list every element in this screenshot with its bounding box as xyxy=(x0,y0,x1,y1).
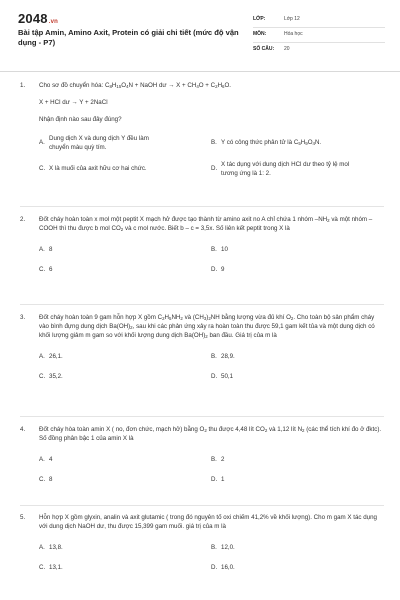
option-letter: A. xyxy=(39,455,45,463)
divider xyxy=(20,505,384,506)
option-letter: A. xyxy=(39,543,45,551)
option-a[interactable] xyxy=(39,246,209,255)
option-letter: A. xyxy=(39,138,45,146)
option-a[interactable] xyxy=(39,353,209,362)
page-header xyxy=(0,0,400,72)
option-text: 13,1. xyxy=(49,563,63,571)
option-letter: B. xyxy=(211,543,217,551)
option-text: 4 xyxy=(49,455,53,463)
option-text: 1 xyxy=(221,475,225,483)
option-text: 13,8. xyxy=(49,543,63,551)
option-letter: D. xyxy=(211,563,218,571)
option-letter: B. xyxy=(211,352,217,360)
options xyxy=(20,544,384,584)
option-letter: D. xyxy=(211,164,218,172)
option-c[interactable] xyxy=(39,165,209,174)
option-d[interactable] xyxy=(211,161,381,179)
option-b[interactable] xyxy=(211,456,381,465)
option-text: X là muối của axit hữu cơ hai chức. xyxy=(49,164,147,172)
option-a[interactable] xyxy=(39,456,209,465)
site-logo[interactable] xyxy=(18,10,58,29)
question-number: 1. xyxy=(20,82,26,89)
option-a[interactable] xyxy=(39,544,209,553)
options xyxy=(20,135,384,185)
question-stem xyxy=(20,426,384,444)
logo-text: 2048 xyxy=(18,11,48,26)
logo-suffix: .vn xyxy=(48,19,59,25)
question-number: 2. xyxy=(20,216,26,223)
option-a[interactable] xyxy=(39,135,209,153)
meta-value: 20 xyxy=(284,46,290,52)
option-text: 9 xyxy=(221,265,225,273)
document-title: Bài tập Amin, Amino Axit, Protein có giải chi tiết (mức độ vận dụng - P7) xyxy=(18,28,239,48)
meta-value: Hóa học xyxy=(284,31,303,37)
question-number: 4. xyxy=(20,426,26,433)
option-letter: D. xyxy=(211,475,218,483)
meta-value: Lớp 12 xyxy=(284,16,300,22)
option-b[interactable] xyxy=(211,353,381,362)
option-c[interactable] xyxy=(39,266,209,275)
option-letter: D. xyxy=(211,265,218,273)
option-b[interactable] xyxy=(211,544,381,553)
option-text: 35,2. xyxy=(49,372,63,380)
option-d[interactable] xyxy=(211,564,381,573)
option-d[interactable] xyxy=(211,373,381,382)
option-letter: C. xyxy=(39,372,46,380)
option-row xyxy=(39,544,384,564)
option-text: 8 xyxy=(49,245,53,253)
question-reaction: X + HCl dư → Y + 2NaCl xyxy=(39,98,108,106)
question-number: 3. xyxy=(20,314,26,321)
question-text: Đốt cháy hoàn toàn 9 gam hỗn hợp X gồm $C_2H_5NH_2$ và $(CH_3)_2NH$ bằng lượng vừa đủ khí $O_2$. Cho toàn bộ sản phẩm cháy vào bình đựng dung dịch $Ba(OH)_2$, sau khi các phản ứng xảy ra hoàn toàn thu được 59,1 gam kết tủa và một dung dịch có khối lượng giảm m gam so với khối lượng dung dịch $Ba(OH)_2$ ban đầu. Giá trị của m là xyxy=(39,314,375,339)
option-letter: C. xyxy=(39,164,46,172)
meta-label: MÔN: xyxy=(253,31,267,37)
option-text: 28,9. xyxy=(221,352,235,360)
option-letter: B. xyxy=(211,455,217,463)
option-b[interactable] xyxy=(211,139,381,148)
option-row xyxy=(39,456,384,476)
question-stem xyxy=(20,216,384,234)
meta-label: LỚP: xyxy=(253,16,266,22)
option-row xyxy=(39,353,384,373)
question-3 xyxy=(20,314,384,393)
options xyxy=(20,353,384,393)
option-text: Y có công thức phân tử là $C_5H_9O_4N$. xyxy=(221,138,322,146)
question-5 xyxy=(20,514,384,584)
option-text: Dung dịch X và dung dịch Y đều làm chuyển màu quỳ tím. xyxy=(49,134,149,151)
question-stem xyxy=(20,514,384,532)
option-letter: A. xyxy=(39,352,45,360)
question-number: 5. xyxy=(20,514,26,521)
option-c[interactable] xyxy=(39,373,209,382)
meta-row-class xyxy=(253,13,385,28)
options xyxy=(20,456,384,496)
divider xyxy=(20,304,384,305)
divider xyxy=(20,206,384,207)
question-4 xyxy=(20,426,384,496)
option-row xyxy=(39,476,384,496)
option-c[interactable] xyxy=(39,564,209,573)
option-text: X tác dụng với dung dịch HCl dư theo tỷ lệ mol tương ứng là 1: 2. xyxy=(221,160,350,177)
option-letter: B. xyxy=(211,245,217,253)
option-text: 16,0. xyxy=(221,563,235,571)
question-1 xyxy=(20,82,384,185)
option-text: 10 xyxy=(221,245,228,253)
meta-row-subject xyxy=(253,28,385,43)
option-text: 8 xyxy=(49,475,53,483)
question-text: Hỗn hợp X gồm glyxin, analin và axit glutamic ( trong đó nguyên tố oxi chiếm 41,2% về khối lượng). Cho m gam X tác dụng với dung dịch NaOH dư, thu được 15,399 gam muối. giá trị của m là xyxy=(39,514,377,530)
question-text: Cho sơ đồ chuyển hóa: $C_8H_{15}O_4N$ + NaOH dư → $X + CH_4O + C_2H_6O$. xyxy=(39,82,232,89)
option-row xyxy=(39,266,384,286)
question-text: Đốt cháy hòa toàn amin X ( no, đơn chức, mạch hở) bằng $O_2$ thu được 4,48 lít $CO_2$ và 1,12 lít $N_2$ (các thể tích khí đo ở đktc). Số đồng phân bậc 1 của amin X là xyxy=(39,426,382,442)
meta-row-count xyxy=(253,43,385,58)
divider xyxy=(20,416,384,417)
option-letter: B. xyxy=(211,138,217,146)
option-row xyxy=(39,135,384,161)
option-c[interactable] xyxy=(39,476,209,485)
option-row xyxy=(39,161,384,185)
option-text: 2 xyxy=(221,455,225,463)
option-row xyxy=(39,564,384,584)
question-text: Đốt cháy hoàn toàn x mol một peptit X mạch hở được tạo thành từ amino axit no A chỉ chứa 1 nhóm $-NH_2$ và một nhóm –COOH thì thu được b mol $CO_2$ và c mol nước. Biết b – c = 3,5x. Số liên kết peptit trong X là xyxy=(39,216,373,232)
option-text: 26,1. xyxy=(49,352,63,360)
meta-label: SỐ CÂU: xyxy=(253,46,275,52)
option-d[interactable] xyxy=(211,476,381,485)
options xyxy=(20,246,384,286)
option-letter: C. xyxy=(39,265,46,273)
question-stem xyxy=(20,82,384,91)
question-stem xyxy=(20,314,384,341)
option-d[interactable] xyxy=(211,266,381,275)
option-letter: C. xyxy=(39,475,46,483)
option-letter: D. xyxy=(211,372,218,380)
option-b[interactable] xyxy=(211,246,381,255)
question-prompt: Nhận định nào sau đây đúng? xyxy=(39,115,122,123)
option-letter: A. xyxy=(39,245,45,253)
option-text: 6 xyxy=(49,265,53,273)
option-letter: C. xyxy=(39,563,46,571)
option-text: 50,1 xyxy=(221,372,234,380)
option-row xyxy=(39,373,384,393)
meta-box xyxy=(253,13,385,58)
option-text: 12,0. xyxy=(221,543,235,551)
question-2 xyxy=(20,216,384,286)
option-row xyxy=(39,246,384,266)
